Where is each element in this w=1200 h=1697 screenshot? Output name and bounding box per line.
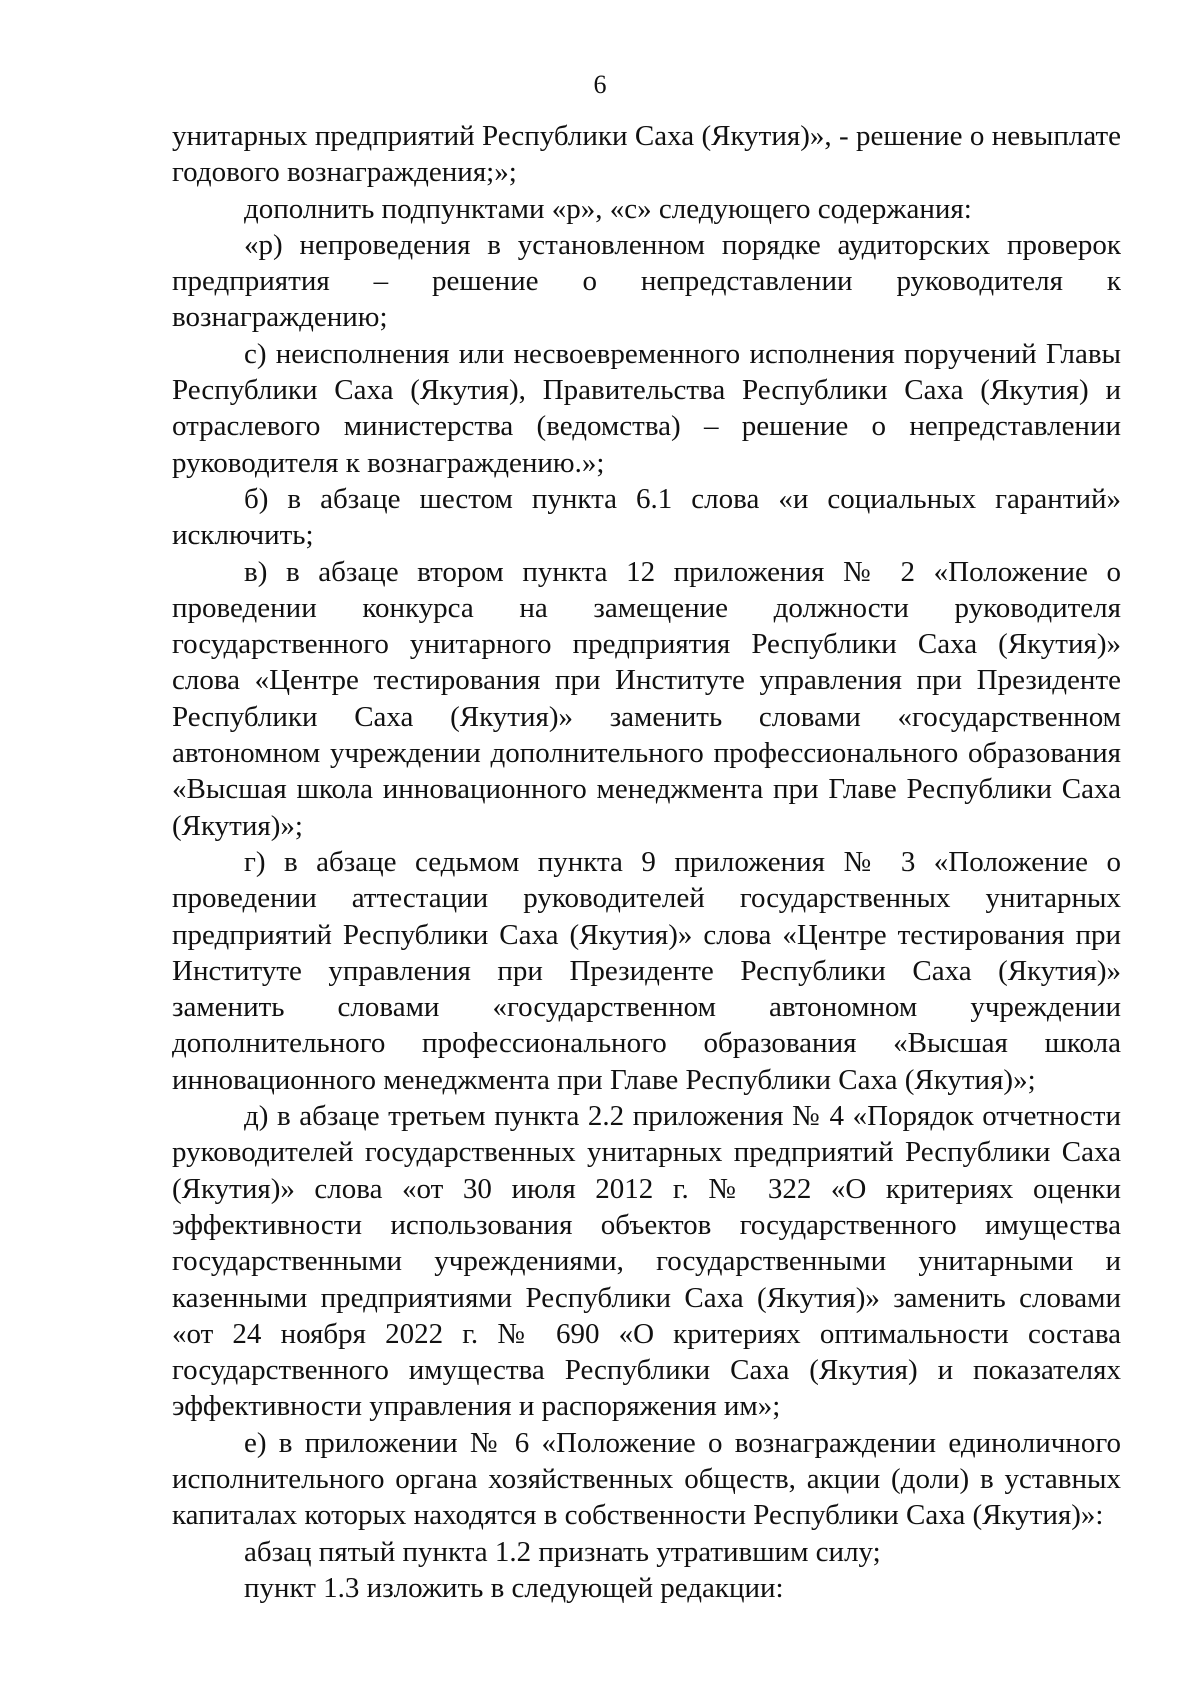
paragraph: унитарных предприятий Республики Саха (Якутия)», - решение о невыплате годового вознаграждения;»;	[172, 120, 1121, 189]
paragraph: пункт 1.3 изложить в следующей редакции:	[244, 1571, 784, 1604]
paragraph: в) в абзаце втором пункта 12 приложения № 2 «Положение о проведении конкурса на замещение должности руководителя государственного унитарного предприятия Республики Саха (Якутия)» слова «Центре тестирования при Институте управления при Президенте Республики Саха (Якутия)» заменить словами «государственном автономном учреждении дополнительного профессионального образования «Высшая школа инновационного менеджмента при Главе Республики Саха (Якутия)»;	[172, 555, 1121, 842]
paragraph: дополнить подпунктами «р», «с» следующего содержания:	[244, 192, 972, 225]
paragraph: абзац пятый пункта 1.2 признать утратившим силу;	[244, 1535, 881, 1568]
paragraph: г) в абзаце седьмом пункта 9 приложения № 3 «Положение о проведении аттестации руководителей государственных унитарных предприятий Республики Саха (Якутия)» слова «Центре тестирования при Институте управления при Президенте Республики Саха (Якутия)» заменить словами «государственном автономном учреждении дополнительного профессионального образования «Высшая школа инновационного менеджмента при Главе Республики Саха (Якутия)»;	[172, 845, 1121, 1096]
paragraph: «р) непроведения в установленном порядке аудиторских проверок предприятия – решение о непредставлении руководителя к вознаграждению;	[172, 228, 1121, 334]
document-body	[172, 118, 1121, 1606]
page-number: 6	[593, 70, 607, 99]
paragraph: д) в абзаце третьем пункта 2.2 приложения № 4 «Порядок отчетности руководителей государственных унитарных предприятий Республики Саха (Якутия)» слова «от 30 июля 2012 г. № 322 «О критериях оценки эффективности использования объектов государственного имущества государственными учреждениями, государственными унитарными и казенными предприятиями Республики Саха (Якутия)» заменить словами «от 24 ноября 2022 г. № 690 «О критериях оптимальности состава государственного имущества Республики Саха (Якутия) и показателях эффективности управления и распоряжения им»;	[172, 1100, 1121, 1423]
paragraph: с) неисполнения или несвоевременного исполнения поручений Главы Республики Саха (Якутия), Правительства Республики Саха (Якутия) и отраслевого министерства (ведомства) – решение о непредставлении руководителя к вознаграждению.»;	[172, 337, 1121, 479]
paragraph: б) в абзаце шестом пункта 6.1 слова «и социальных гарантий» исключить;	[172, 482, 1121, 552]
paragraph: е) в приложении № 6 «Положение о вознаграждении единоличного исполнительного органа хозяйственных обществ, акции (доли) в уставных капиталах которых находятся в собственности Республики Саха (Якутия)»:	[172, 1426, 1121, 1532]
